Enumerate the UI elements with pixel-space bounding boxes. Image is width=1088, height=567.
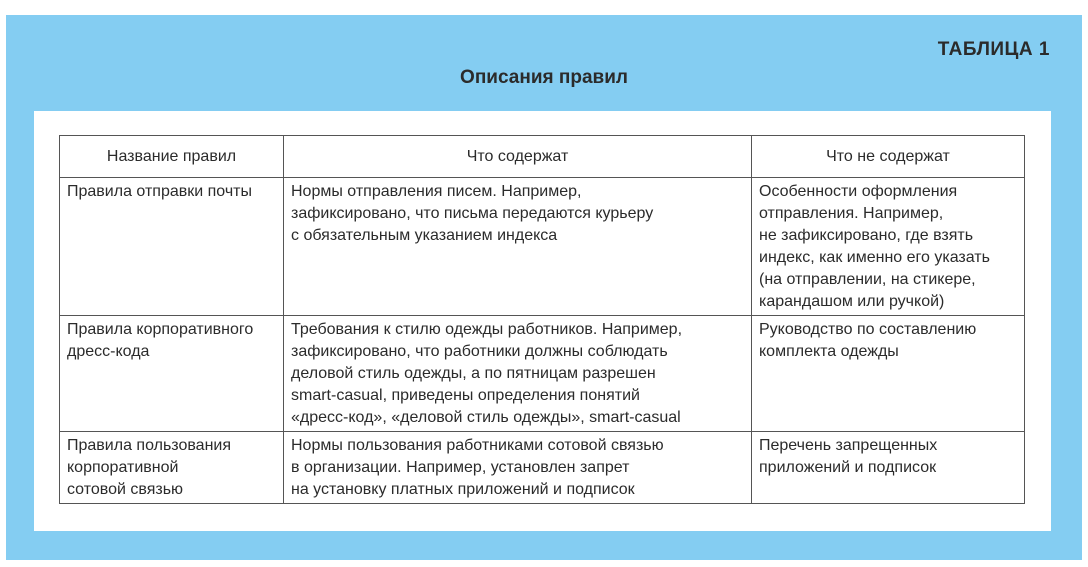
rule-not-contains: Руководство по составлению комплекта одежды bbox=[759, 321, 977, 360]
column-header-not-contains: Что не содержат bbox=[752, 136, 1025, 178]
rule-not-contains-cell bbox=[752, 432, 1025, 504]
rule-name: Правила отправки почты bbox=[67, 183, 253, 200]
rule-contains-cell bbox=[284, 432, 752, 504]
table-row bbox=[60, 316, 1025, 432]
table-panel bbox=[34, 111, 1051, 531]
table-frame bbox=[6, 15, 1082, 560]
rule-contains-cell bbox=[284, 316, 752, 432]
table-title: Описания правил bbox=[460, 67, 628, 88]
rule-contains: Нормы пользования работниками сотовой связью в организации. Например, установлен запрет на установку платных приложений и подписок bbox=[291, 437, 664, 498]
rule-contains: Требования к стилю одежды работников. Например, зафиксировано, что работники должны соблюдать деловой стиль одежды, а по пятницам разрешен smart-casual, приведены определения понятий «дресс-код», «деловой стиль одежды», smart-casual bbox=[291, 321, 683, 426]
column-header-contains: Что содержат bbox=[284, 136, 752, 178]
column-header-name: Название правил bbox=[60, 136, 284, 178]
table-header-row bbox=[60, 136, 1025, 178]
rule-name: Правила пользования корпоративной сотовой связью bbox=[67, 437, 232, 498]
rule-contains-cell bbox=[284, 178, 752, 316]
rule-not-contains-cell bbox=[752, 316, 1025, 432]
rule-name-cell bbox=[60, 432, 284, 504]
rule-name: Правила корпоративного дресс-кода bbox=[67, 321, 254, 360]
table-number: ТАБЛИЦА 1 bbox=[937, 39, 1050, 60]
rule-name-cell bbox=[60, 316, 284, 432]
rule-not-contains: Перечень запрещенных приложений и подписок bbox=[759, 437, 938, 476]
rule-contains: Нормы отправления писем. Например, зафиксировано, что письма передаются курьеру с обязательным указанием индекса bbox=[291, 183, 654, 244]
table-row bbox=[60, 432, 1025, 504]
rule-name-cell bbox=[60, 178, 284, 316]
rule-not-contains: Особенности оформления отправления. Например, не зафиксировано, где взять индекс, как именно его указать (на отправлении, на стикере, карандашом или ручкой) bbox=[759, 183, 990, 310]
rule-not-contains-cell bbox=[752, 178, 1025, 316]
rules-table bbox=[59, 135, 1025, 504]
table-row bbox=[60, 178, 1025, 316]
